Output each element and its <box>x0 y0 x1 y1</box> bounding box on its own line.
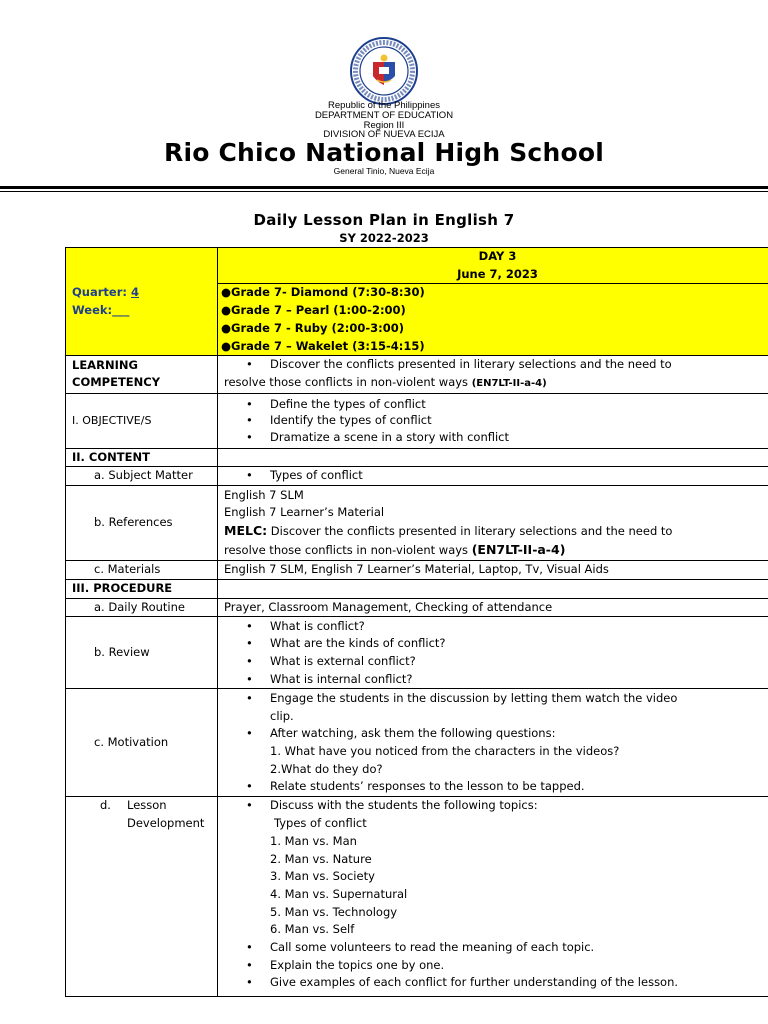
lesson-development-cell <box>218 797 768 997</box>
objectives-list <box>218 393 768 448</box>
materials-text: English 7 SLM, English 7 Learner’s Material, Laptop, Tv, Visual Aids <box>218 561 768 580</box>
school-name: Rio Chico National High School <box>164 138 604 167</box>
department-text: DEPARTMENT OF EDUCATION <box>314 110 454 121</box>
competency-code: (EN7LT-II-a-4) <box>471 377 547 389</box>
melc-code: (EN7LT-II-a-4) <box>471 541 566 557</box>
content-label: II. CONTENT <box>66 448 218 467</box>
section-item: ●Grade 7 - Ruby (2:00-3:00) <box>221 320 404 335</box>
motivation-label: c. Motivation <box>66 689 218 797</box>
references-cell: English 7 SLM English 7 Learner’s Material MELC: Discover the conflicts presented in literary selections and the need to resolve those conflicts in non-violent ways (EN7LT-II-a-4) <box>218 486 768 561</box>
header-divider-thin <box>0 191 768 192</box>
document-title: Daily Lesson Plan in English 7 <box>253 211 515 229</box>
daily-routine-text: Prayer, Classroom Management, Checking of attendance <box>218 598 768 617</box>
list-item: • What are the kinds of conflict? <box>224 635 768 653</box>
section-item: ●Grade 7 – Wakelet (3:15-4:15) <box>221 338 425 353</box>
melc-label: MELC: <box>224 523 268 539</box>
header-divider <box>0 186 768 189</box>
objectives-label: I. OBJECTIVE/S <box>66 393 218 448</box>
daily-routine-label: a. Daily Routine <box>66 598 218 617</box>
quarter-value: 4 <box>130 284 139 299</box>
list-item: • Relate students’ responses to the lesson to be tapped. <box>224 778 768 796</box>
list-item: • What is internal conflict? <box>224 671 768 689</box>
list-item: • After watching, ask them the following questions: 1. What have you noticed from the characters in the videos? 2.What do they do? <box>224 725 768 778</box>
list-item: • Dramatize a scene in a story with conflict <box>224 429 768 446</box>
school-year: SY 2022-2023 <box>339 231 429 245</box>
list-item: • Discuss with the students the following topics: Types of conflict 1. Man vs. Man 2. Man vs. Nature 3. Man vs. Society 4. Man vs. Supernatural 5. Man vs. Technology 6. Man vs. Self <box>224 797 768 939</box>
sections-cell <box>218 284 768 356</box>
materials-label: c. Materials <box>66 561 218 580</box>
day-label: DAY 3 <box>478 249 517 263</box>
list-item: • Explain the topics one by one. <box>224 957 768 975</box>
division-text: DIVISION OF NUEVA ECIJA <box>323 129 445 140</box>
list-item: • Identify the types of conflict <box>224 412 768 429</box>
competency-label: LEARNING COMPETENCY <box>66 356 218 393</box>
review-list <box>218 617 768 689</box>
list-item: • Types of conflict <box>224 467 768 485</box>
info-row <box>66 248 768 284</box>
school-address: General Tinio, Nueva Ecija <box>333 166 435 176</box>
procedure-label: III. PROCEDURE <box>66 579 218 598</box>
list-item: • What is external conflict? <box>224 653 768 671</box>
week-value: ___ <box>112 302 130 317</box>
section-item: ●Grade 7- Diamond (7:30-8:30) <box>221 285 425 300</box>
subject-matter-label: a. Subject Matter <box>66 467 218 486</box>
section-item: ●Grade 7 – Pearl (1:00-2:00) <box>221 303 406 318</box>
date-label: June 7, 2023 <box>457 266 538 281</box>
republic-text: Republic of the Philippines <box>328 100 440 111</box>
deped-seal-logo <box>349 36 419 106</box>
day-date-cell <box>218 248 768 284</box>
region-text: Region III <box>363 120 405 131</box>
motivation-cell <box>218 689 768 797</box>
quarter-week-cell: Quarter: 4 Week:___ <box>66 248 218 356</box>
list-item: • What is conflict? <box>224 618 768 636</box>
list-item: • Call some volunteers to read the meaning of each topic. <box>224 939 768 957</box>
lesson-development-label: d. Lesson Development <box>66 797 218 997</box>
list-item: • Give examples of each conflict for further understanding of the lesson. <box>224 974 768 992</box>
lesson-plan-table <box>65 247 768 997</box>
list-item: • Engage the students in the discussion by letting them watch the video clip. <box>224 690 768 725</box>
competency-text: • Discover the conflicts presented in literary selections and the need to resolve those conflicts in non-violent ways (EN7LT-II-a-4) <box>218 356 768 393</box>
review-label: b. Review <box>66 617 218 689</box>
references-label: b. References <box>66 486 218 561</box>
list-item: • Define the types of conflict <box>224 396 768 413</box>
